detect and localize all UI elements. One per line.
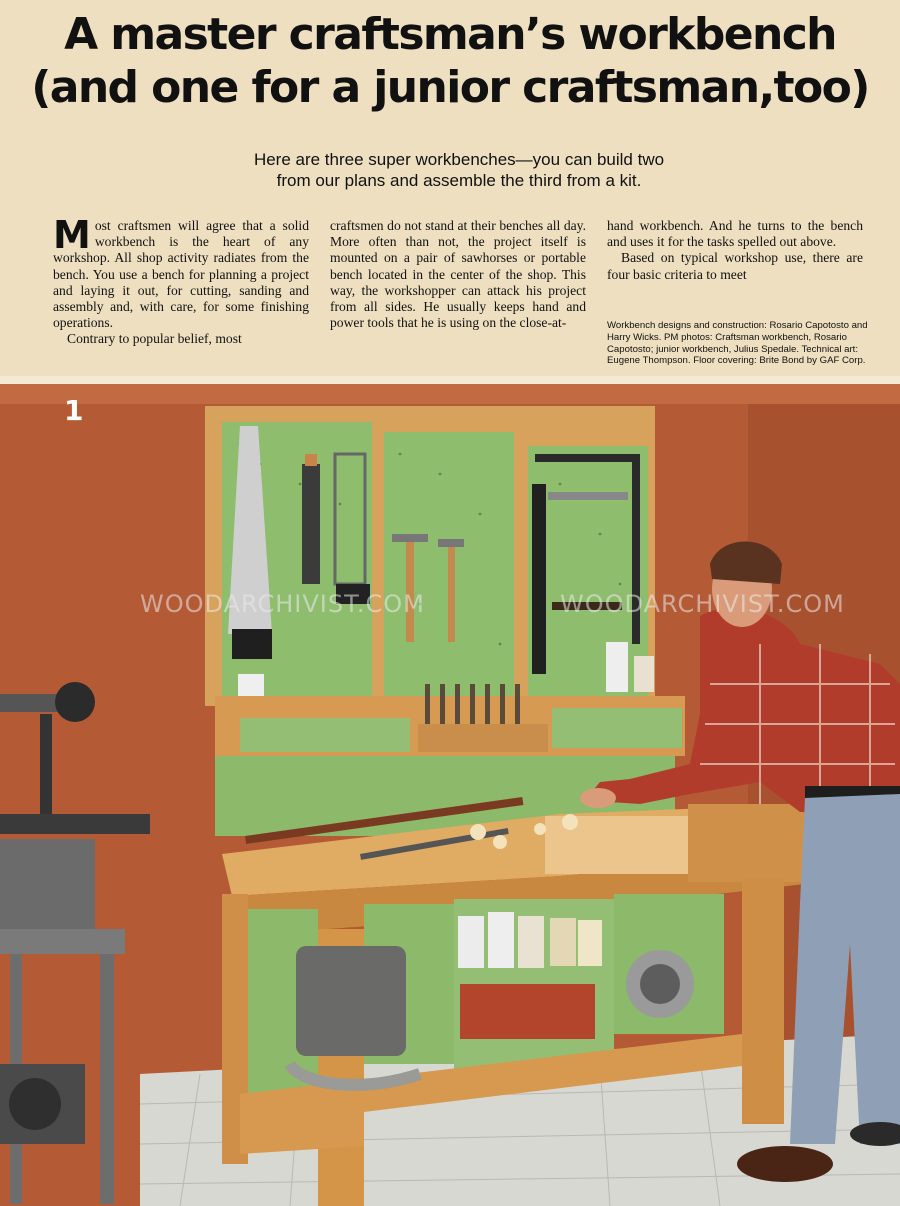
headline bbox=[0, 8, 900, 114]
watermark-text: WOODARCHIVIST.COM bbox=[560, 590, 845, 618]
subheadline-line-2: from our plans and assemble the third from a kit. bbox=[276, 171, 642, 190]
subheadline-line-1: Here are three super workbenches—you can build two bbox=[253, 150, 665, 169]
headline-line-2: (and one for a junior craftsman,too) bbox=[31, 62, 869, 113]
subheadline bbox=[0, 149, 900, 191]
paragraph: Contrary to popular belief, most bbox=[67, 331, 242, 347]
workbench-photo bbox=[0, 384, 900, 1206]
watermark-text: WOODARCHIVIST.COM bbox=[140, 590, 425, 618]
photo-credits: Workbench designs and construction: Rosario Capotosto and Harry Wicks. PM photos: Craftsman workbench, Rosario Capotosto; junior workbench, Julius Spedale. Technical art: Eugene Thompson. Floor covering: Brite Bond by GAF Corp. bbox=[607, 320, 868, 367]
drop-cap: M bbox=[53, 213, 91, 257]
paragraph: Based on typical workshop use, there are four basic criteria to meet bbox=[607, 250, 863, 282]
figure-number: 1 bbox=[64, 394, 84, 427]
body-column-1 bbox=[53, 213, 309, 348]
article-header-area bbox=[0, 0, 900, 376]
paragraph: hand workbench. And he turns to the bench and uses it for the tasks spelled out above. bbox=[607, 218, 863, 250]
divider bbox=[0, 376, 900, 384]
paragraph-text: ost craftsmen will agree that a solid workbench is the heart of any workshop. All shop activity radiates from the bench. You use a bench for planning a project and laying it out, for cutting, sanding and assembly and, with care, for some finishing operations. bbox=[53, 218, 309, 331]
paragraph: craftsmen do not stand at their benches all day. More often than not, the project itself is mounted on a pair of sawhorses or portable bench located in the center of the shop. This way, the workshopper can attack his project from all sides. He usually keeps hand and power tools that he is using on the close-at- bbox=[330, 218, 586, 331]
body-column-3 bbox=[607, 218, 863, 283]
paragraph bbox=[53, 213, 309, 331]
headline-line-1: A master craftsman’s workbench bbox=[64, 9, 836, 60]
body-column-2 bbox=[330, 218, 586, 331]
